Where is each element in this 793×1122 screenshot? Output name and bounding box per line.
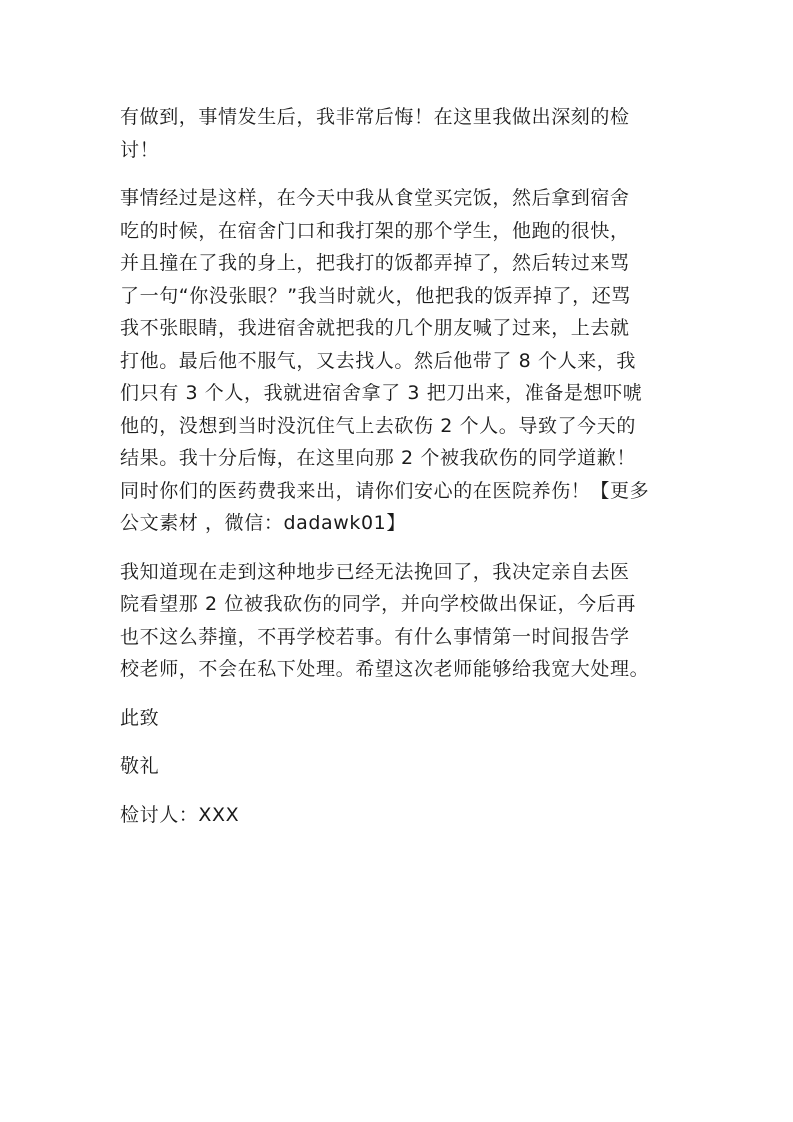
text-line: 并且撞在了我的身上，把我打的饭都弄掉了，然后转过来骂: [120, 252, 630, 274]
closing-salutation: 此致: [120, 706, 160, 729]
paragraph-3: [120, 556, 680, 686]
signature: 检讨人：XXX: [120, 803, 240, 826]
text-line: 我不张眼睛，我进宿舍就把我的几个朋友喊了过来，上去就: [120, 317, 630, 339]
text-line: 院看望那 2 位被我砍伤的同学，并向学校做出保证，今后再: [120, 593, 636, 615]
text-line: 事情经过是这样，在今天中我从食堂买完饭，然后拿到宿舍: [120, 187, 630, 209]
paragraph-2: [120, 182, 680, 540]
text-line: 同时你们的医药费我来出，请你们安心的在医院养伤！【更多: [120, 479, 650, 502]
text-line: 也不这么莽撞，不再学校若事。有什么事情第一时间报告学: [120, 625, 630, 648]
text-line: 讨！: [120, 138, 160, 161]
text-line: 们只有 3 个人，我就进宿舍拿了 3 把刀出来，准备是想吓唬: [120, 382, 643, 404]
paragraph-1: [120, 101, 680, 166]
closing-regards: 敬礼: [120, 755, 160, 777]
text-line: 有做到，事情发生后，我非常后悔！在这里我做出深刻的检: [120, 106, 630, 128]
text-line: 校老师，不会在私下处理。希望这次老师能够给我宽大处理。: [120, 658, 650, 680]
text-line: 结果。我十分后悔，在这里向那 2 个被我砍伤的同学道歉！: [120, 447, 636, 469]
text-line: 打他。最后他不服气，又去找人。然后他带了 8 个人来，我: [120, 349, 636, 372]
text-line: 了一句“你没张眼？”我当时就火，他把我的饭弄掉了，还骂: [120, 284, 631, 307]
text-line: 他的，没想到当时没沉住气上去砍伤 2 个人。导致了今天的: [120, 414, 636, 437]
text-line: 我知道现在走到这种地步已经无法挽回了，我决定亲自去医: [120, 560, 630, 583]
document-page: [120, 101, 680, 831]
text-line: 吃的时候，在宿舍门口和我打架的那个学生，他跑的很快，: [120, 219, 630, 242]
text-line: 公文素材 ，微信：dadawk01】: [120, 512, 406, 534]
